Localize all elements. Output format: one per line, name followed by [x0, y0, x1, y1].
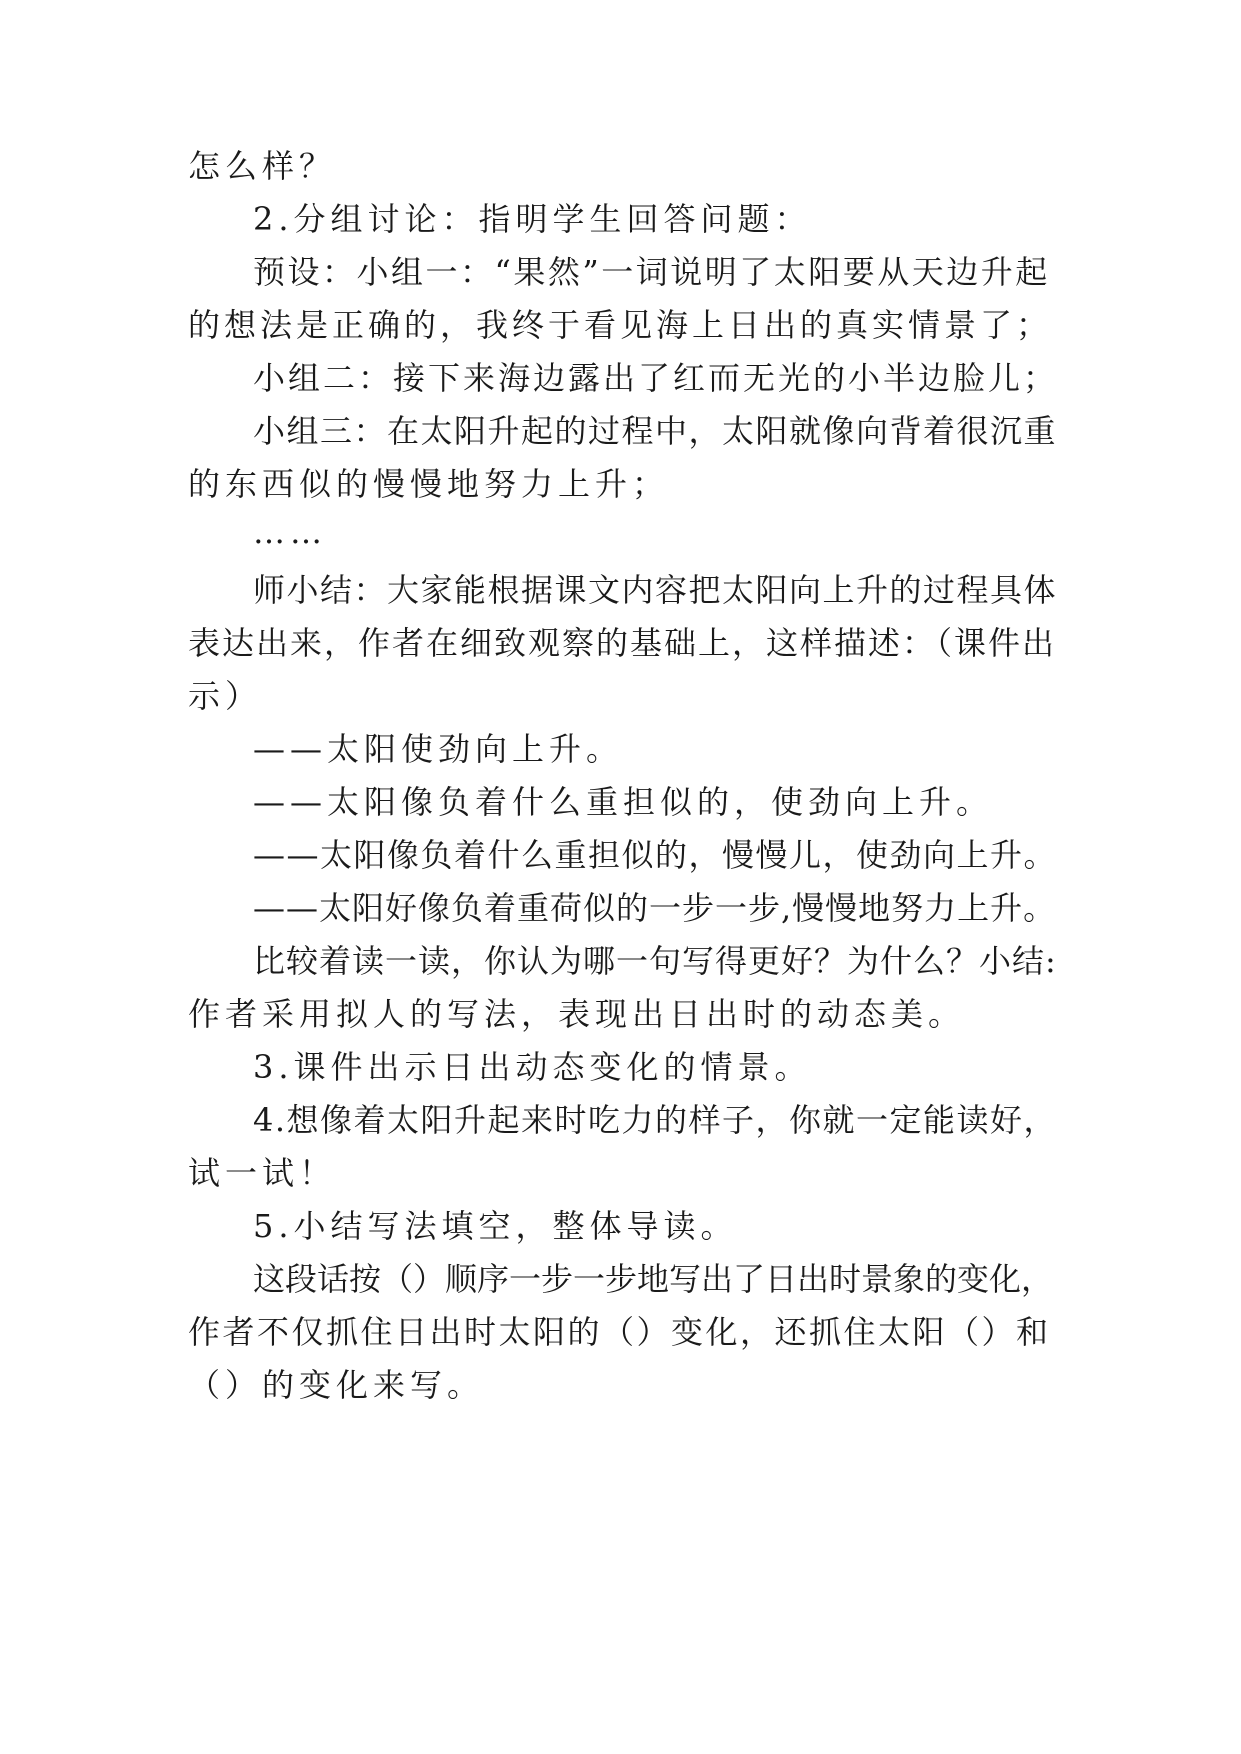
text-line: 小组二：接下来海边露出了红而无光的小半边脸儿； — [253, 359, 1059, 397]
text-line: 的想法是正确的，我终于看见海上日出的真实情景了； — [188, 306, 1053, 344]
text-line: ——太阳使劲向上升。 — [253, 730, 624, 768]
text-line: 2.分组讨论：指明学生回答问题： — [253, 200, 812, 238]
text-line: 小组三：在太阳升起的过程中，太阳就像向背着很沉重 — [253, 412, 1058, 450]
text-line: ——太阳像负着什么重担似的，慢慢儿，使劲向上升。 — [253, 836, 1058, 874]
text-line: 怎么样？ — [188, 147, 337, 185]
text-line: 作者采用拟人的写法，表现出日出时的动态美。 — [188, 995, 966, 1033]
text-line: 5.小结写法填空，整体导读。 — [253, 1207, 738, 1245]
text-line: （）的变化来写。 — [188, 1366, 485, 1404]
text-line: 3.课件出示日出动态变化的情景。 — [253, 1048, 812, 1086]
text-line: 预设：小组一：“果然”一词说明了太阳要从天边升起 — [253, 253, 1050, 291]
text-line: 示） — [188, 677, 263, 715]
text-line: 表达出来，作者在细致观察的基础上，这样描述：（课件出 — [188, 624, 1057, 662]
text-line: 试一试！ — [188, 1154, 337, 1192]
text-line: …… — [253, 513, 327, 551]
text-line: 的东西似的慢慢地努力上升； — [188, 465, 670, 503]
text-line: 作者不仅抓住日出时太阳的（）变化，还抓住太阳（）和 — [188, 1313, 1051, 1351]
text-line: 师小结：大家能根据课文内容把太阳向上升的过程具体 — [253, 571, 1058, 609]
text-line: ——太阳像负着什么重担似的，使劲向上升。 — [253, 783, 994, 821]
text-line: 4.想像着太阳升起来时吃力的样子，你就一定能读好， — [253, 1101, 1058, 1139]
text-line: 这段话按（）顺序一步一步地写出了日出时景象的变化， — [253, 1260, 1054, 1298]
text-line: ——太阳好像负着重荷似的一步一步,慢慢地努力上升。 — [253, 889, 1057, 927]
text-line: 比较着读一读，你认为哪一句写得更好？为什么？小结: — [253, 942, 1057, 980]
